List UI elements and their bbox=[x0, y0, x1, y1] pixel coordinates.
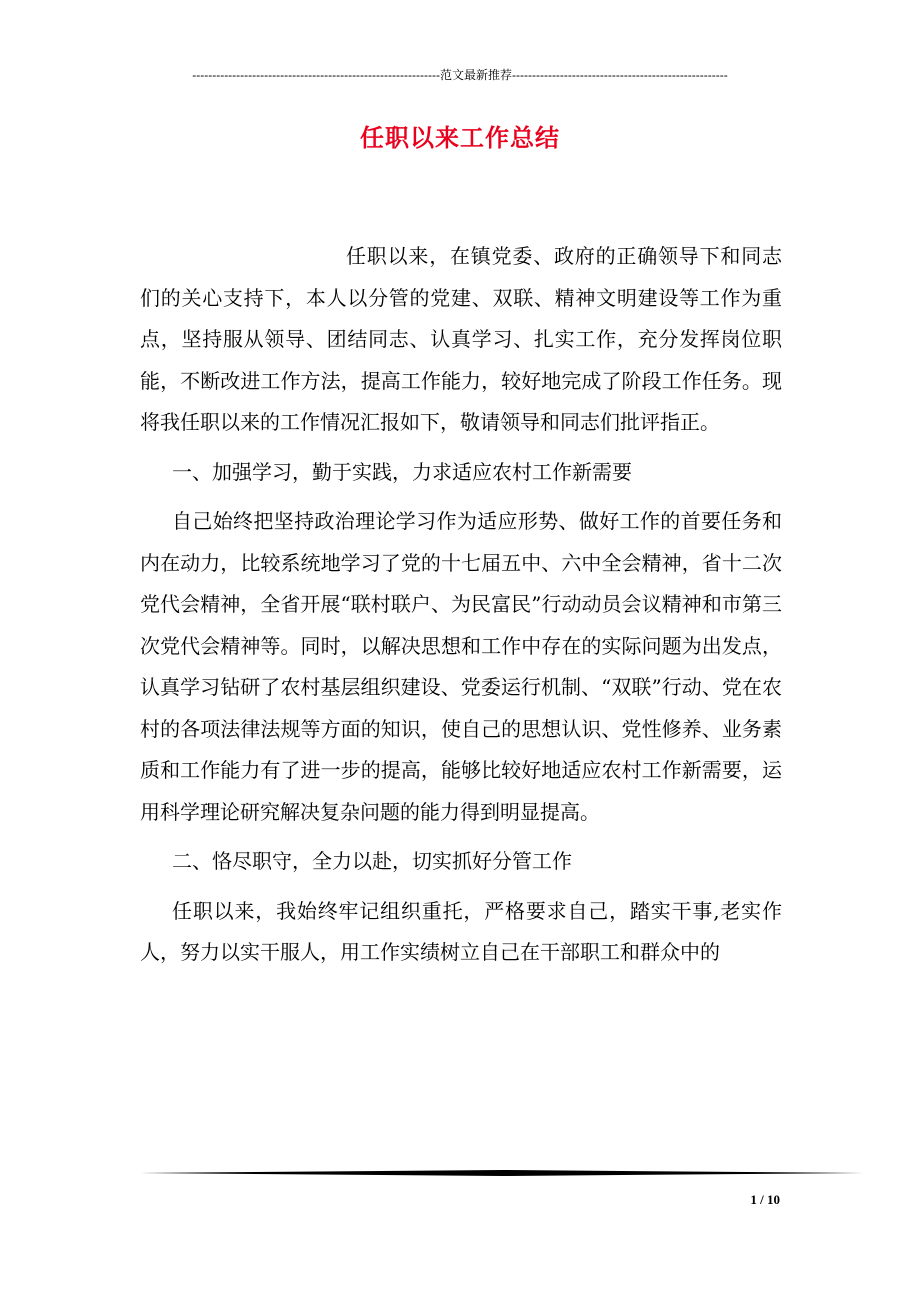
footer-divider bbox=[140, 1170, 864, 1176]
section-heading-1: 一、加强学习，勤于实践，力求适应农村工作新需要 bbox=[172, 459, 632, 484]
page-number: 1 / 10 bbox=[750, 1192, 780, 1207]
paragraph-study: 自己始终把坚持政治理论学习作为适应形势、做好工作的首要任务和内在动力，比较系统地学习了党的十七届五中、六中全会精神，省十二次党代会精神，全省开展“联村联户、为民富民”行动动员会议精神和市第三次党代会精神等。同时，以解决思想和工作中存在的实际问题为出发点，认真学习钻研了农村基层组织建设、党委运行机制、“双联”行动、党在农村的各项法律法规等方面的知识，使自己的思想认识、党性修养、业务素质和工作能力有了进一步的提高，能够比较好地适应农村工作新需要，运用科学理论研究解决复杂问题的能力得到明显提高。 bbox=[140, 509, 782, 824]
section-heading-2: 二、恪尽职守，全力以赴，切实抓好分管工作 bbox=[172, 849, 572, 873]
document-title: 任职以来工作总结 bbox=[360, 123, 560, 152]
paragraph-duty: 任职以来，我始终牢记组织重托，严格要求自己，踏实干事,老实作人，努力以实干服人，用工作实绩树立自己在干部职工和群众中的 bbox=[140, 898, 782, 964]
paragraph-intro: 任职以来，在镇党委、政府的正确领导下和同志们的关心支持下，本人以分管的党建、双联、精神文明建设等工作为重点，坚持服从领导、团结同志、认真学习、扎实工作，充分发挥岗位职能，不断改进工作方法，提高工作能力，较好地完成了阶段工作任务。现将我任职以来的工作情况汇报如下，敬请领导和同志们批评指正。 bbox=[140, 244, 782, 434]
page-header: --------------------------------------------------------------范文最新推荐------------------------------------------------------ bbox=[192, 68, 728, 82]
document-body bbox=[140, 236, 782, 974]
